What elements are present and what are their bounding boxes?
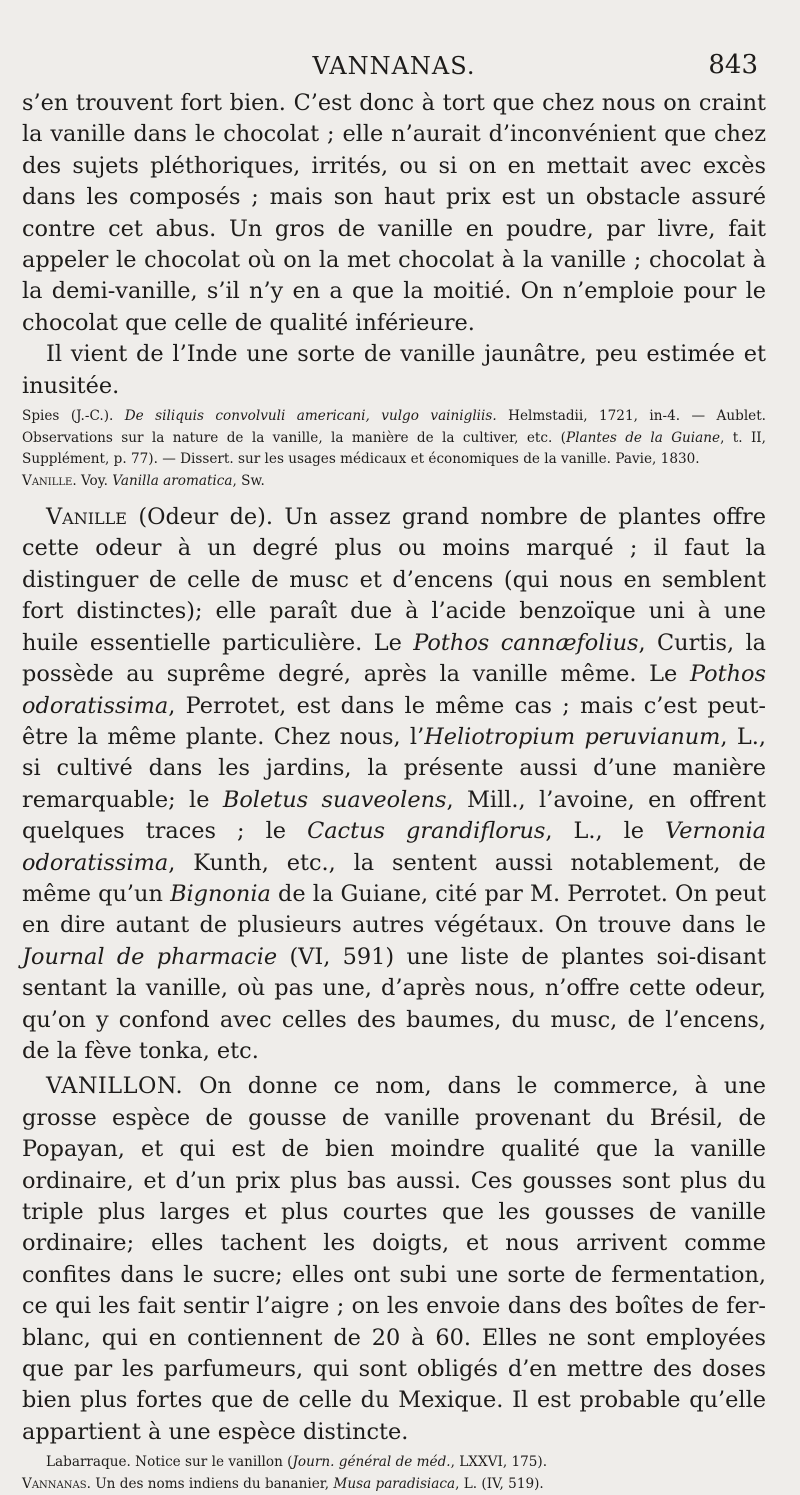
vanille-bibliography (22, 406, 766, 471)
xref-rest: , Sw. (232, 472, 265, 489)
xref-voy: Voy. (80, 472, 108, 489)
ref-author-spies: Spies (J.-C.). (22, 408, 114, 425)
vanillon-entry (22, 1071, 766, 1448)
vanillon-text: On donne ce nom, dans le commerce, à une grosse espèce de gousse de vanille provenant du Brésil, de Popayan, et qui est de bien moindre qualité que la vanille ordinaire, et d’un prix plus bas aussi. Ces gousses sont plus du triple plus larges et plus courtes que les gousses de vanille ordinaire; elles tachent les doigts, et nous arrivent comme confites dans le sucre; elles ont subi une sorte de fermentation, ce qui les fait sentir l’aigre ; on les envoie dans des boîtes de fer-blanc, qui en contiennent de 20 à 60. Elles ne sont employées que par les parfumeurs, qui sont obligés d’en mettre des doses bien plus fortes que de celle du Mexique. Il est probable qu’elle appartient à une espèce distincte. (22, 1073, 766, 1445)
xref-latin: Vanilla aromatica (112, 472, 233, 489)
entry-head-vannanas: Vannanas. (22, 1475, 91, 1492)
ref-title-aublet: Plantes de la Guiane (566, 429, 721, 446)
entry-head-vanillon: VANILLON. (46, 1073, 184, 1100)
vanille-cross-reference (22, 471, 766, 493)
ref-text-b: , t. II, Supplément, p. 77). — Dissert. sur les usages médicaux et économiques de la vanille. Pavie, 1830. (22, 429, 766, 468)
vanille-paragraph-yellow: Il vient de l’Inde une sorte de vanille jaunâtre, peu estimée et inusitée. (22, 341, 766, 399)
ref-text-a: Helmstadii, 1721, in-4. — Aublet. Observations sur la nature de la vanille, la manière de la cultiver, etc. ( (22, 408, 766, 446)
running-header (22, 48, 766, 88)
vannanas-entry: Vannanas. Un des noms indiens du bananier, Musa paradisiaca, L. (IV, 519). (22, 1475, 544, 1492)
vanille-odeur-entry: Vanille (Odeur de). Un assez grand nombre de plantes offre cette odeur à un degré plus ou moins marqué ; il faut la distinguer de celle de musc et d’encens (qui nous en semblent fort distinctes); elle paraît due à l’acide benzoïque uni à une huile essentielle particulière. Le Pothos cannæfolius, Curtis, la possède au suprême degré, après la vanille même. Le Pothos odoratissima, Perrotet, est dans le même cas ; mais c’est peut-être la même plante. Chez nous, l’Heliotropium peruvianum, L., si cultivé dans les jardins, la présente aussi d’une manière remarquable; le Boletus suaveolens, Mill., l’avoine, en offrent quelques traces ; le Cactus grandiflorus, L., le Vernonia odoratissima, Kunth, etc., la sentent aussi notablement, de même qu’un Bignonia de la Guiane, cité par M. Perrotet. On peut en dire autant de plusieurs autres végétaux. On trouve dans le Journal de pharmacie (VI, 591) une liste de plantes soi-disant sentant la vanille, où pas une, d’après nous, n’offre cette odeur, qu’on y confond avec celles des baumes, du musc, de l’encens, de la fève tonka, etc. (22, 504, 766, 1064)
vanillon-bibliography: Labarraque. Notice sur le vanillon (Journ. général de méd., LXXVI, 175). (46, 1454, 548, 1471)
entry-head-odeur: Vanille (46, 504, 127, 531)
vanille-paragraph-continued: s’en trouvent fort bien. C’est donc à tort que chez nous on craint la vanille dans le chocolat ; elle n’aurait d’inconvénient que chez des sujets pléthoriques, irrités, ou si on en mettait avec excès dans les composés ; mais son haut prix est un obstacle assuré contre cet abus. Un gros de vanille en poudre, par livre, fait appeler le chocolat où on la met chocolat à la vanille ; chocolat à la demi-vanille, s’il n’y en a que la moitié. On n’emploie pour le chocolat que celle de qualité inférieure. (22, 90, 766, 336)
ref-title-spies: De siliquis convolvuli americani, vulgo vainigliis. (124, 408, 497, 425)
running-title: VANNANAS. (312, 52, 476, 80)
xref-head: Vanille. (22, 472, 77, 489)
page-number: 843 (708, 50, 758, 80)
